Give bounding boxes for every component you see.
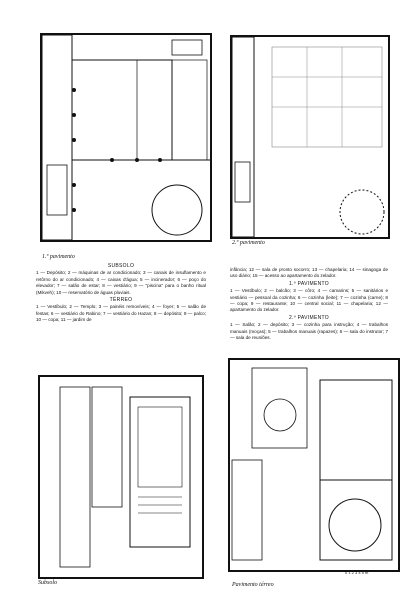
legend-subsolo-text: 1 — Depósito; 2 — máquinas de ar condicionado; 3 — canais de insuflamento e retôrno do ar condicionado; 4 — caixas d'água; 5 — incinerador; 6 — poço do elevador; 7 — salão de estar; 8 — vestiário; 9 — "piscina" para o banho ritual (Mikveh); 10 — reservatório de águas pluviais.	[36, 270, 206, 295]
scale-bar: 0 1 2 3 4 5 m	[345, 570, 369, 575]
legend-terreo-text: 1 — Vestíbulo; 2 — Templo; 3 — painéis removíveis; 4 — foyer; 5 — salão de festas; 6 — vestiário do Rabino; 7 — vestiário do Hazan; 8 — depósito; 9 — palco; 10 — copa; 11 — jardim de	[36, 304, 206, 323]
legend-pav1-text: 1 — Vestíbulo; 2 — balcão; 3 — côro; 4 — camarins; 5 — sanitários e vestiário — pessoal da cozinha; 6 — cozinha (leite); 7 — cozinha (carne); 8 — copa; 9 — restaurante; 10 — central social; 11 — chapelaria; 12 — apartamento do zelador.	[230, 288, 388, 313]
legend-right	[230, 267, 388, 341]
plan-subsolo-drawing	[40, 377, 202, 577]
caption-1-pavimento: 1.º pavimento	[42, 254, 75, 260]
plan-pavimento-terreo	[228, 358, 400, 572]
caption-2-pavimento: 2.º pavimento	[232, 240, 265, 246]
legend-left	[36, 262, 206, 324]
legend-pav2-text: 1 — Salão; 2 — depósito; 3 — cozinha para instrução; 4 — trabalhos manuais (moças); 5 — trabalhos manuais (rapazes); 6 — sala do instrutor; 7 — sala de reuniões.	[230, 322, 388, 341]
legend-terreo-cont: infância; 12 — sala de pronto socorro; 13 — chapelaria; 14 — sinagoga de uso diário; 15 — acesso ao apartamento do zelador.	[230, 267, 388, 279]
plan-pavimento-terreo-drawing	[230, 360, 398, 570]
plan-2-pavimento	[230, 35, 390, 239]
plan-2-pavimento-drawing	[232, 37, 388, 237]
legend-pav1-title: 1.º PAVIMENTO	[289, 280, 329, 287]
plan-subsolo	[38, 375, 204, 579]
caption-pavimento-terreo: Pavimento térreo	[232, 582, 274, 588]
plan-1-pavimento-drawing	[42, 35, 210, 240]
legend-pav2-title: 2.º PAVIMENTO	[289, 314, 329, 321]
plan-1-pavimento	[40, 33, 212, 242]
legend-terreo-title: TÉRREO	[109, 297, 133, 304]
caption-subsolo: Subsolo	[38, 580, 58, 586]
legend-subsolo-title: SUBSOLO	[107, 263, 135, 269]
